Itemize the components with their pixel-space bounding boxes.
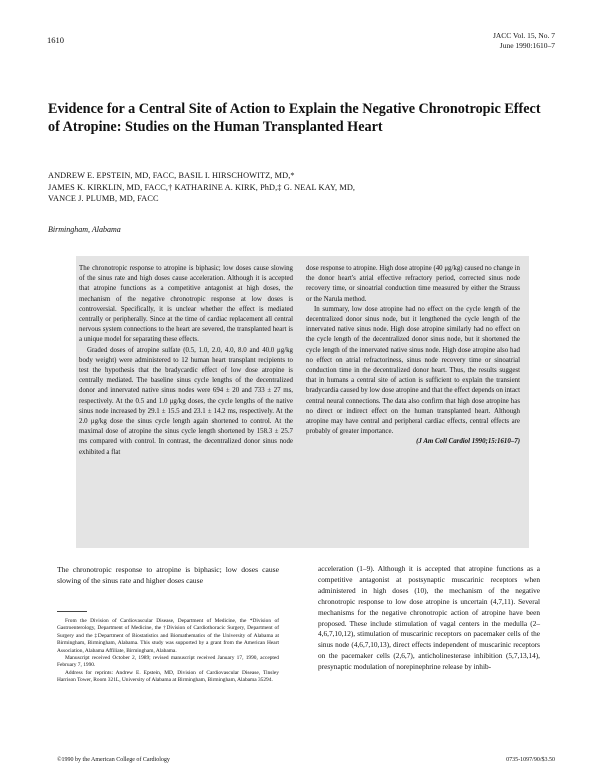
- journal-volume: JACC Vol. 15, No. 7: [492, 31, 555, 40]
- footnote-divider: [57, 611, 87, 612]
- document-code: 0735-1097/90/$3.50: [506, 757, 555, 763]
- footnote-reprint-address: Address for reprints: Andrew E. Epstein, MD, Division of Cardiovascular Disease, Tinsley Harrison Tower, Room 321L, University of Alabama at Birmingham, Birmingham, Alabama 35294.: [57, 669, 279, 684]
- author-line-1: ANDREW E. EPSTEIN, MD, FACC, BASIL I. HIRSCHOWITZ, MD,*: [48, 171, 295, 180]
- body-left-column: [57, 564, 279, 586]
- abstract-box: [76, 256, 529, 548]
- abstract-paragraph-4: In summary, low dose atropine had no effect on the cycle length of the decentralized donor sinus node, but it lengthened the cycle length of the innervated native sinus node. High dose atropine similarly had no effect on the cycle length of the decentralized donor sinus node, but it shortened the cycle length of the innervated native sinus node. High dose atropine also had no effect on atrial refractoriness, sinus node recovery time or sinoatrial conduction time in the decentralized donor heart. Thus, the results suggest that in humans a central site of action is sufficient to explain the transient bradycardia caused by low dose atropine and that the effect depends on intact central neural connections. The data also confirm that high dose atropine has no direct or indirect effect on the human transplanted heart. Although atropine may have central and peripheral cardiac effects, central effects are probably of greater importance.: [306, 305, 520, 436]
- abstract-paragraph-1: The chronotropic response to atropine is biphasic; low doses cause slowing of the sinus rate and high doses cause acceleration. Although it is accepted that atropine functions as a competitive antagonist at high doses, the mechanism of the negative chronotropic response at low doses is controversial. Specifically, it is unclear whether the effect is mediated centrally or peripherally. Since at the time of cardiac replacement all central nervous system connections to the heart are severed, the transplanted heart is a unique model for separating these effects.: [79, 265, 293, 344]
- author-line-3: VANCE J. PLUMB, MD, FACC: [48, 194, 159, 203]
- abstract-right-column: [306, 264, 520, 448]
- footnote-manuscript-dates: Manuscript received October 2, 1989; revised manuscript received January 17, 1990, accepted February 7, 1990.: [57, 655, 279, 669]
- page-number: 1610: [47, 35, 64, 45]
- body-right-column: [318, 564, 540, 673]
- journal-citation-header: [493, 31, 555, 50]
- journal-pages: June 1990:1610–7: [499, 40, 555, 50]
- article-title: Evidence for a Central Site of Action to Explain the Negative Chronotropic Effect of Atropine: Studies on the Human Transplanted Heart: [48, 101, 541, 135]
- abstract-left-column: [79, 264, 293, 458]
- author-line-2: JAMES K. KIRKLIN, MD, FACC,† KATHARINE A. KIRK, PhD,‡ G. NEAL KAY, MD,: [48, 182, 356, 192]
- footnotes: [57, 618, 279, 685]
- affiliation-location: Birmingham, Alabama: [48, 225, 121, 234]
- abstract-paragraph-2: Graded doses of atropine sulfate (0.5, 1.0, 2.0, 4.0, 8.0 and 40.0 μg/kg body weight) were administered to 12 human heart transplant recipients to test the hypothesis that the bradycardic effect of low dose atropine is centrally mediated. The baseline sinus cycle lengths of the decentralized donor and innervated native sinus nodes were 694 ± 20 and 733 ± 27 ms, respectively. At the 0.5 and 1.0 μg/kg doses, the cycle lengths of the native sinus node increased by 29.1 ± 15.5 and 23.1 ± 14.2 ms, respectively. At the 2.0 μg/kg dose the sinus cycle length again shortened to control. At the maximal dose of atropine the sinus cycle length shortened by 158.3 ± 25.7 ms compared with control. In contrast, the decentralized donor sinus node exhibited a flat: [79, 346, 293, 456]
- abstract-paragraph-3: dose response to atropine. High dose atropine (40 μg/kg) caused no change in the donor heart's atrial effective refractory period, corrected sinus node recovery time, or sinoatrial conduction time measured by either the Strauss or the Narula method.: [306, 265, 520, 303]
- body-intro-text: The chronotropic response to atropine is biphasic; low doses cause slowing of the sinus rate and higher doses cause: [57, 565, 279, 586]
- abstract-citation: (J Am Coll Cardiol 1990;15:1610–7): [416, 438, 520, 446]
- footnote-affiliations: From the Division of Cardiovascular Disease, Department of Medicine, the *Division of Gastroenterology, Department of Medicine, the †Division of Cardiothoracic Surgery, Department of Surgery and the ‡Department of Biostatistics and Biomathematics of the University of Alabama at Birmingham, Birmingham, Alabama. This study was supported by a grant from the American Heart Association, Alabama Affiliate, Birmingham, Alabama.: [57, 618, 279, 654]
- copyright-notice: ©1990 by the American College of Cardiology: [57, 757, 170, 763]
- author-list: [48, 170, 568, 205]
- body-continued-text: acceleration (1–9). Although it is accepted that atropine functions as a competitive antagonist at postsynaptic muscarinic receptors when administered in high doses (10), the mechanism of the negative chronotropic response to low dose atropine is uncertain (4,7,11). Several mechanisms for the negative chronotropic action of atropine have been proposed. These include stimulation of vagal centers in the medulla (2–4,6,7,10,12), stimulation of muscarinic receptors on pacemaker cells of the sinus node (4,6,7,10,13), direct effects independent of muscarinic receptors on the pacemaker cells (2,6,7), anticholinesterase inhibition (5,7,13,14), presynaptic modulation of norepinephrine release by inhib-: [318, 564, 540, 672]
